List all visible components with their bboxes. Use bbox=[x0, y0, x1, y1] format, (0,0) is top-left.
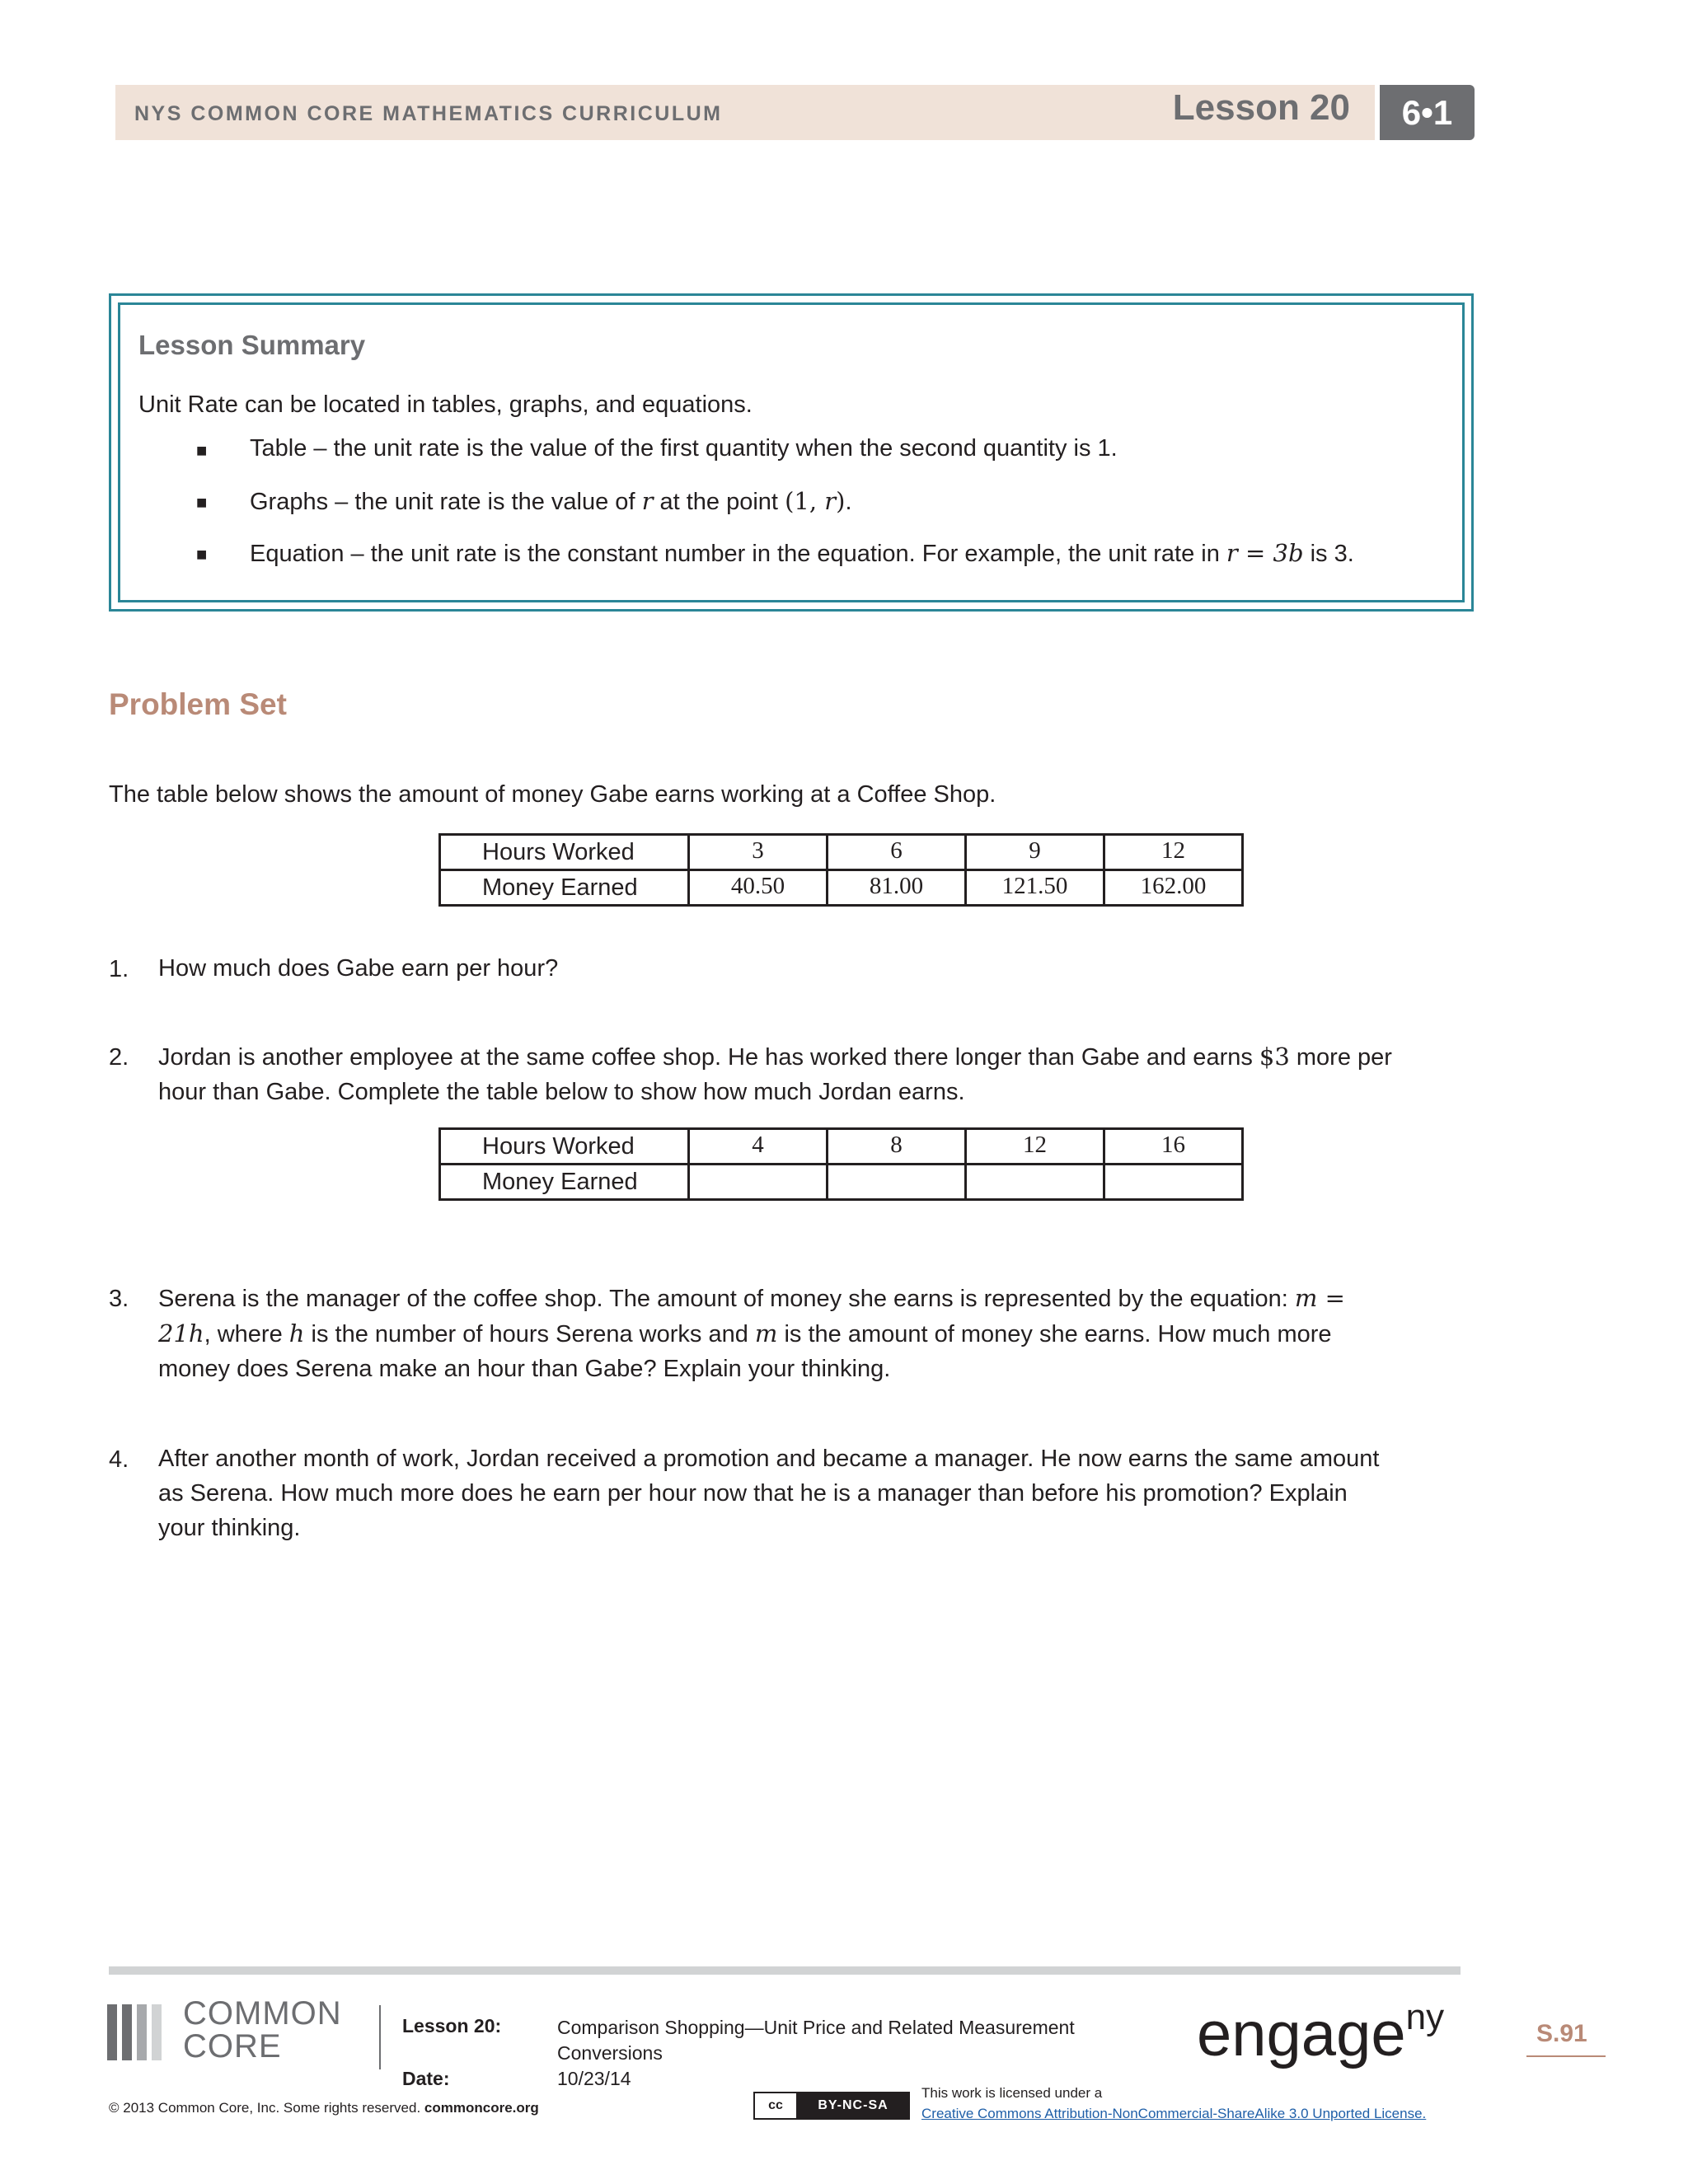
creative-commons-badge-icon bbox=[753, 2092, 910, 2120]
money-cell: 81.00 bbox=[828, 870, 966, 906]
lesson-summary-intro: Unit Rate can be located in tables, graphs, and equations. bbox=[138, 391, 753, 418]
question-1-number: 1. bbox=[109, 956, 129, 982]
cc-license-mark: BY-NC-SA bbox=[798, 2093, 908, 2118]
lesson-title: Lesson 20 bbox=[1172, 87, 1350, 128]
bullet-square-icon: ■ bbox=[196, 492, 208, 513]
row-label-money: Money Earned bbox=[440, 1165, 689, 1200]
summary-bullet-graphs: Graphs – the unit rate is the value of r at the point (1, r). bbox=[250, 487, 852, 515]
curriculum-title: NYS COMMON CORE MATHEMATICS CURRICULUM bbox=[134, 102, 723, 125]
lesson-summary-heading: Lesson Summary bbox=[138, 330, 366, 360]
row-label-money: Money Earned bbox=[440, 870, 689, 906]
money-cell: 162.00 bbox=[1104, 870, 1243, 906]
row-label-hours: Hours Worked bbox=[440, 1129, 689, 1165]
footer-lesson-label: Lesson 20: bbox=[402, 2015, 502, 2036]
engageny-logo: engage$^{ny}$ bbox=[1197, 1996, 1445, 2069]
money-answer-cell[interactable] bbox=[966, 1165, 1104, 1200]
footer-date: 10/23/14 bbox=[557, 2068, 631, 2089]
table-row bbox=[440, 835, 1243, 870]
footer-divider bbox=[379, 2005, 381, 2069]
hours-cell: 16 bbox=[1104, 1129, 1243, 1165]
hours-cell: 12 bbox=[966, 1129, 1104, 1165]
row-label-hours: Hours Worked bbox=[440, 835, 689, 870]
summary-bullet-equation: Equation – the unit rate is the constant number in the equation. For example, the unit rate in r = 3b is 3. bbox=[250, 539, 1354, 567]
question-3-number: 3. bbox=[109, 1286, 129, 1312]
question-4-number: 4. bbox=[109, 1446, 129, 1473]
money-cell: 40.50 bbox=[689, 870, 828, 906]
bullet-square-icon: ■ bbox=[196, 544, 208, 565]
jordan-earnings-table bbox=[438, 1127, 1244, 1201]
problem-set-heading: Problem Set bbox=[109, 687, 287, 721]
money-cell: 121.50 bbox=[966, 870, 1104, 906]
page-number-underline bbox=[1526, 2055, 1606, 2057]
common-core-logo-icon bbox=[107, 2004, 166, 2060]
bullet-square-icon: ■ bbox=[196, 440, 208, 461]
footer-date-label: Date: bbox=[402, 2068, 450, 2089]
money-answer-cell[interactable] bbox=[689, 1165, 828, 1200]
question-2-text: Jordan is another employee at the same coffee shop. He has worked there longer than Gabe and earns $3 more per hour than Gabe. Complete the table below to show how much Jordan earns. bbox=[158, 1043, 1392, 1105]
question-4-text: After another month of work, Jordan received a promotion and became a manager. He now earns the same amount as Serena. How much more does he earn per hour now that he is a manager than before his promotion? Explain your thinking. bbox=[158, 1446, 1380, 1541]
module-badge: 6•1 bbox=[1380, 85, 1475, 140]
gabe-earnings-table bbox=[438, 833, 1244, 907]
license-text: This work is licensed under a bbox=[921, 2085, 1103, 2101]
hours-cell: 12 bbox=[1104, 835, 1243, 870]
page-number: S.91 bbox=[1536, 2020, 1587, 2047]
common-core-logo-text: COMMON CORE bbox=[183, 1995, 342, 2064]
hours-cell: 3 bbox=[689, 835, 828, 870]
license-link[interactable]: Creative Commons Attribution-NonCommercial-ShareAlike 3.0 Unported License. bbox=[921, 2106, 1427, 2121]
table-row bbox=[440, 1165, 1243, 1200]
footer-rule bbox=[109, 1966, 1461, 1975]
table-row bbox=[440, 870, 1243, 906]
question-2-number: 2. bbox=[109, 1044, 129, 1071]
cc-mark: cc bbox=[755, 2093, 798, 2118]
money-answer-cell[interactable] bbox=[828, 1165, 966, 1200]
copyright-notice: © 2013 Common Core, Inc. Some rights reserved. commoncore.org bbox=[109, 2100, 539, 2116]
summary-bullet-table: Table – the unit rate is the value of the first quantity when the second quantity is 1. bbox=[250, 435, 1118, 462]
question-1-text: How much does Gabe earn per hour? bbox=[158, 955, 559, 982]
footer-lesson-title: Comparison Shopping—Unit Price and Related Measurement Conversions bbox=[557, 2017, 1075, 2064]
money-answer-cell[interactable] bbox=[1104, 1165, 1243, 1200]
question-3-text: Serena is the manager of the coffee shop. The amount of money she earns is represented by the equation: m = 21h, where h is the number of hours Serena works and m is the amount of money she earns. How much more money does Serena make an hour than Gabe? Explain your thinking. bbox=[158, 1284, 1345, 1382]
hours-cell: 9 bbox=[966, 835, 1104, 870]
problem-set-intro: The table below shows the amount of money Gabe earns working at a Coffee Shop. bbox=[109, 781, 996, 808]
table-row bbox=[440, 1129, 1243, 1165]
hours-cell: 6 bbox=[828, 835, 966, 870]
hours-cell: 4 bbox=[689, 1129, 828, 1165]
hours-cell: 8 bbox=[828, 1129, 966, 1165]
